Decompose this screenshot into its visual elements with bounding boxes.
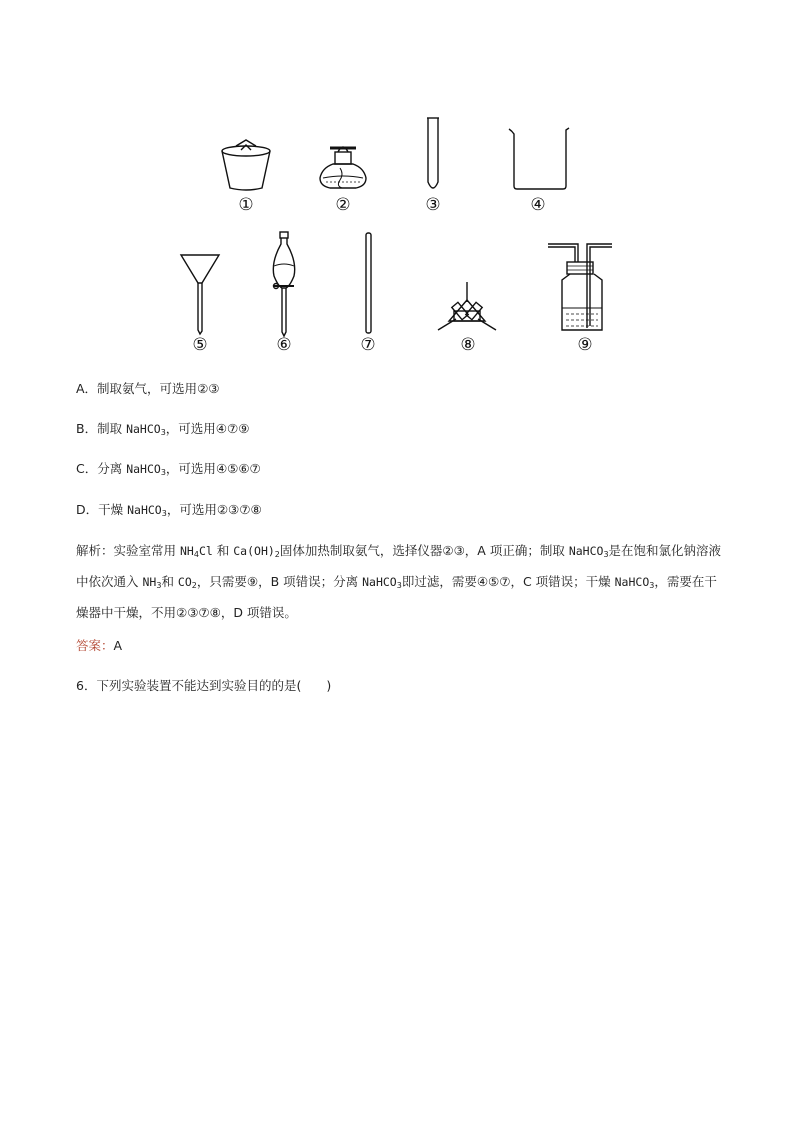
separatory-funnel-drawing: [273, 232, 294, 336]
option-b-text: B．制取: [76, 421, 127, 436]
crucible-drawing: [222, 140, 270, 190]
formula-nh4cl: NH: [179, 544, 194, 558]
label-separatory-funnel: ⑥: [276, 335, 292, 355]
option-d-suffix: ，可选用: [166, 502, 217, 517]
formula-nahco3-1: NaHCO: [568, 544, 604, 558]
formula-caoh2-sub: 2: [274, 550, 280, 559]
option-b-suffix: ，可选用: [165, 421, 216, 436]
label-beaker: ④: [530, 195, 546, 215]
label-clay-triangle: ⑧: [460, 335, 476, 355]
label-funnel: ⑤: [192, 335, 208, 355]
answer-line: [76, 636, 122, 656]
formula-co2: CO: [177, 575, 192, 589]
answer-value: A: [113, 638, 123, 653]
explanation-text-7: 即过滤，需要④⑤⑦，C 项错误；干燥: [401, 574, 615, 589]
label-glass-rod: ⑦: [360, 335, 376, 355]
formula-nahco3-2-sub: 3: [396, 581, 402, 590]
explanation-text-3: 固体加热制取氨气，选择仪器②③，A 项正确；制取: [279, 543, 569, 558]
formula-caoh2: Ca(OH): [233, 544, 275, 558]
answer-label: 答案：: [76, 638, 114, 653]
formula-nahco3-3: NaHCO: [614, 575, 650, 589]
option-a: [76, 379, 219, 399]
option-a-choice: ②③: [197, 381, 220, 396]
question-6: [76, 676, 331, 696]
option-c-text: C．分离: [76, 461, 127, 476]
option-c-suffix: ，可选用: [165, 461, 216, 476]
option-c-choice: ④⑤⑥⑦: [215, 461, 261, 476]
formula-nahco3-1-sub: 3: [603, 550, 609, 559]
apparatus-figure: [0, 0, 794, 370]
option-d: [76, 500, 262, 524]
funnel-drawing: [181, 255, 219, 334]
formula-nh3-sub: 3: [156, 581, 162, 590]
formula-nh4cl-sub: 4: [193, 550, 199, 559]
option-b-choice: ④⑦⑨: [215, 421, 250, 436]
explanation-text-2: 和: [212, 543, 234, 558]
label-alcohol-lamp: ②: [335, 195, 351, 215]
option-c-formula: NaHCO: [126, 462, 161, 476]
clay-triangle-drawing: [438, 282, 496, 330]
test-tube-drawing: [427, 118, 439, 188]
option-d-choice: ②③⑦⑧: [216, 502, 262, 517]
formula-nahco3-3-sub: 3: [649, 581, 655, 590]
explanation-paragraph: [76, 537, 726, 626]
option-b-formula: NaHCO: [126, 422, 161, 436]
gas-washing-bottle-drawing: [548, 244, 612, 330]
option-d-text: D．干燥: [76, 502, 128, 517]
explanation-text-1: 解析：实验室常用: [76, 543, 180, 558]
beaker-drawing: [509, 128, 569, 189]
glass-rod-drawing: [366, 233, 371, 333]
formula-nh3: NH: [142, 575, 157, 589]
explanation-text-6: ，只需要⑨，B 项错误；分离: [196, 574, 363, 589]
label-test-tube: ③: [425, 195, 441, 215]
option-c-formula-sub: 3: [160, 468, 166, 477]
formula-nh4cl-tail: Cl: [198, 544, 213, 558]
label-crucible: ①: [238, 195, 254, 215]
option-a-text: A．制取氨气，可选用: [76, 381, 198, 396]
explanation-text-4: 是在饱和氯化钠溶液中依次通入: [76, 543, 722, 589]
explanation-text-5: 和: [161, 574, 178, 589]
formula-nahco3-2: NaHCO: [362, 575, 397, 589]
explanation-text-8: ，需要在干燥器中干燥，不用②③⑦⑧，D 项错误。: [76, 574, 717, 620]
formula-co2-sub: 2: [191, 581, 197, 590]
option-c: [76, 459, 261, 483]
question-6-text: 6．下列实验装置不能达到实验目的的是( ): [76, 678, 332, 693]
option-b: [76, 419, 249, 443]
option-b-formula-sub: 3: [160, 428, 166, 437]
option-d-formula-sub: 3: [161, 509, 167, 518]
option-d-formula: NaHCO: [127, 503, 162, 517]
label-gas-washing-bottle: ⑨: [577, 335, 593, 355]
alcohol-lamp-drawing: [320, 147, 366, 188]
